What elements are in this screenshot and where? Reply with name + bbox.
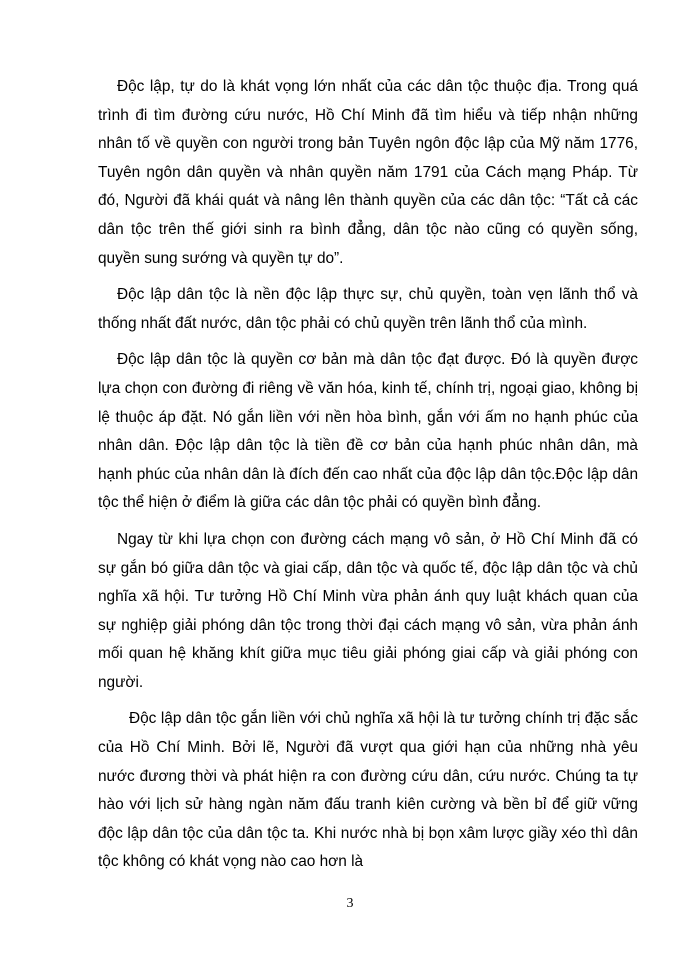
paragraph-3: Độc lập dân tộc là quyền cơ bản mà dân tộc đạt được. Đó là quyền được lựa chọn con đường đi riêng về văn hóa, kinh tế, chính trị, ngoại giao, không bị lệ thuộc áp đặt. Nó gắn liền với nền hòa bình, gắn với ấm no hạnh phúc của nhân dân. Độc lập dân tộc là tiền đề cơ bản của hạnh phúc nhân dân, mà hạnh phúc của nhân dân là đích đến cao nhất của độc lập dân tộc.Độc lập dân tộc thể hiện ở điểm là giữa các dân tộc phải có quyền bình đẳng. <box>98 351 638 512</box>
paragraph-2: Độc lập dân tộc là nền độc lập thực sự, chủ quyền, toàn vẹn lãnh thổ và thống nhất đất nước, dân tộc phải có chủ quyền trên lãnh thổ của mình. <box>98 286 638 332</box>
page-number: 3 <box>346 896 354 911</box>
paragraph-5: Độc lập dân tộc gắn liền với chủ nghĩa xã hội là tư tưởng chính trị đặc sắc của Hồ Chí Minh. Bởi lẽ, Người đã vượt qua giới hạn của những nhà yêu nước đương thời và phát hiện ra con đường cứu dân, cứu nước. Chúng ta tự hào với lịch sử hàng ngàn năm đấu tranh kiên cường và bền bỉ để giữ vững độc lập dân tộc của dân tộc ta. Khi nước nhà bị bọn xâm lược giầy xéo thì dân tộc không có khát vọng nào cao hơn là <box>98 710 638 871</box>
paragraph-1: Độc lập, tự do là khát vọng lớn nhất của các dân tộc thuộc địa. Trong quá trình đi tìm đường cứu nước, Hồ Chí Minh đã tìm hiểu và tiếp nhận những nhân tố về quyền con người trong bản Tuyên ngôn độc lập của Mỹ năm 1776, Tuyên ngôn dân quyền và nhân quyền năm 1791 của Cách mạng Pháp. Từ đó, Người đã khái quát và nâng lên thành quyền của các dân tộc: “Tất cả các dân tộc trên thế giới sinh ra bình đẳng, dân tộc nào cũng có quyền sống, quyền sung sướng và quyền tự do”. <box>98 78 638 267</box>
document-body <box>98 73 638 885</box>
paragraph-4: Ngay từ khi lựa chọn con đường cách mạng vô sản, ở Hồ Chí Minh đã có sự gắn bó giữa dân tộc và giai cấp, dân tộc và quốc tế, độc lập dân tộc và chủ nghĩa xã hội. Tư tưởng Hồ Chí Minh vừa phản ánh quy luật khách quan của sự nghiệp giải phóng dân tộc trong thời đại cách mạng vô sản, vừa phản ánh mối quan hệ khăng khít giữa mục tiêu giải phóng giai cấp và giải phóng con người. <box>98 530 638 691</box>
